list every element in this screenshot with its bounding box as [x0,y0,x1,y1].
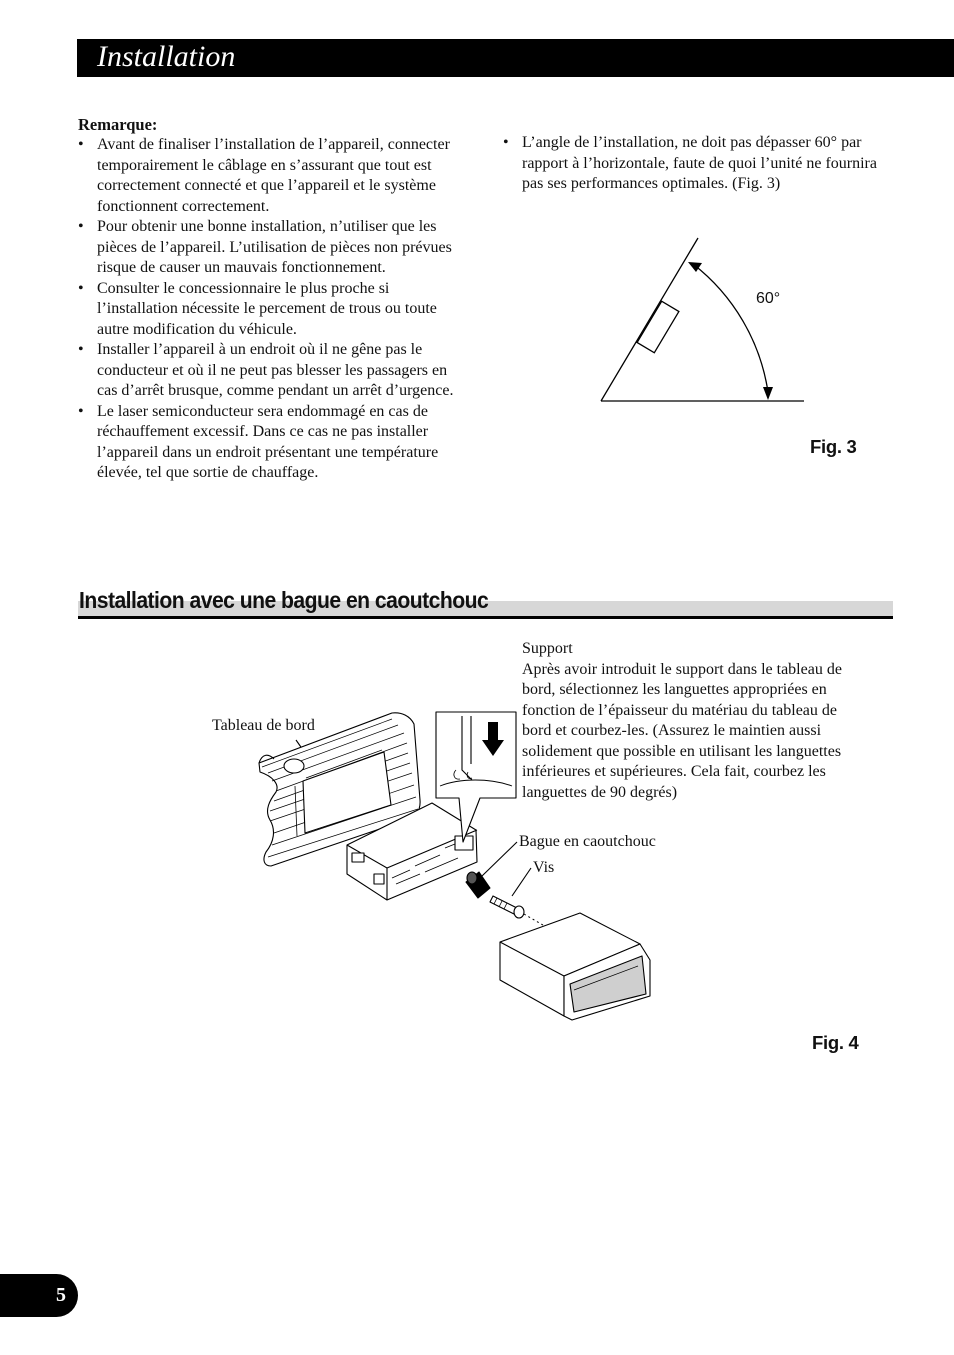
screw-label: Vis [533,859,555,876]
fig3-caption: Fig. 3 [810,436,857,457]
screw [490,896,548,928]
bushing-label: Bague en caoutchouc [519,833,656,850]
list-item: • Pour obtenir une bonne installation, n’utiliser que les pièces de l’appareil. L’utilisation de pièces non prévues risque de causer un mauvais fonctionnement. [78,217,466,279]
rubber-bushing [466,872,490,898]
dashboard-label: Tableau de bord [212,717,315,734]
screw-leader [512,868,531,896]
page-number-tab [0,1274,78,1317]
note-heading: Remarque: [78,115,158,134]
head-unit [500,913,650,1020]
page-number: 5 [56,1284,66,1306]
list-item: • Avant de finaliser l’installation de l’appareil, connecter temporairement le câblage en s’assurant que tout est correctement connecté et que l’appareil et le système fonctionnent correctement. [78,135,466,217]
support-body: Après avoir introduit le support dans le tableau de bord, sélectionnez les languettes appropriées en fonction de l’épaisseur du matériau du tableau de bord et courbez-les. (Assurez le maintien aussi solidement que possible en utilisant les languettes inférieures et supérieures. Cela fait, courbez les languettes de 90 degrés) [522,660,842,801]
page-title: Installation [97,40,236,73]
list-item: • L’angle de l’installation, ne doit pas dépasser 60° par rapport à l’horizontale, faute de quoi l’unité ne fournira pas ses performances optimales. (Fig. 3) [503,133,893,195]
list-item: • Consulter le concessionnaire le plus proche si l’installation nécessite le percement de trous ou toute autre modification du véhicule. [78,279,466,341]
fig3-angle-label: 60° [756,290,781,307]
section-title: Installation avec une bague en caoutchouc [79,587,489,613]
support-title: Support [522,640,573,657]
bushing-leader [482,842,517,876]
list-item: • Installer l’appareil à un endroit où il ne gêne pas le conducteur et où il ne peut pas blesser les passagers en cas d’arrêt brusque, comme pendant un arrêt d’urgence. [78,340,466,402]
list-item: • Le laser semiconducteur sera endommagé en cas de réchauffement excessif. Dans ce cas ne pas installer l’appareil dans un endroit présentant une température élevée, tel que sortie de chauffage. [78,402,466,484]
fig4-caption: Fig. 4 [812,1032,859,1053]
